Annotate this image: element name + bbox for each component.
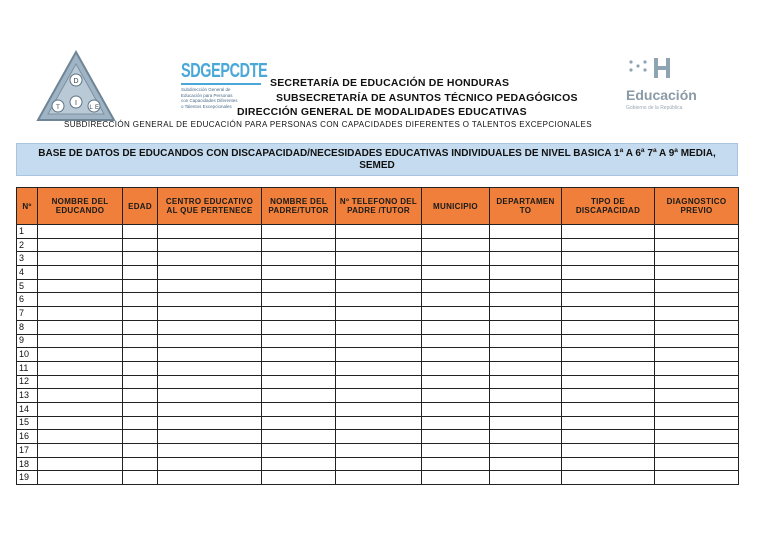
sdgepcdte-logo-subtitle: Subdirección General de Educación para Personas con Capacidades Diferentes o Talentos Excepcionales bbox=[181, 87, 238, 109]
table-cell[interactable] bbox=[562, 225, 655, 239]
table-row bbox=[17, 293, 739, 307]
table-cell[interactable] bbox=[262, 375, 336, 389]
table-cell[interactable] bbox=[655, 334, 739, 348]
table-cell[interactable] bbox=[123, 307, 158, 321]
column-header: Nº TELEFONO DEL PADRE /TUTOR bbox=[336, 188, 422, 225]
table-cell[interactable] bbox=[655, 457, 739, 471]
table-cell[interactable] bbox=[422, 361, 490, 375]
sdgepcdte-logo-text: SDGEPCDTE bbox=[181, 60, 268, 82]
table-cell[interactable] bbox=[38, 471, 123, 485]
logo-letter-l: L bbox=[89, 105, 93, 111]
table-cell[interactable] bbox=[422, 430, 490, 444]
table-cell[interactable] bbox=[158, 238, 262, 252]
header-secretaria: SECRETARÍA DE EDUCACIÓN DE HONDURAS bbox=[270, 77, 510, 89]
table-cell[interactable] bbox=[336, 238, 422, 252]
table-cell[interactable] bbox=[490, 307, 562, 321]
column-header: NOMBRE DEL PADRE/TUTOR bbox=[262, 188, 336, 225]
row-number: 17 bbox=[17, 444, 38, 458]
table-cell[interactable] bbox=[262, 416, 336, 430]
table-cell[interactable] bbox=[336, 320, 422, 334]
table-cell[interactable] bbox=[123, 348, 158, 362]
table-cell[interactable] bbox=[562, 402, 655, 416]
table-cell[interactable] bbox=[562, 252, 655, 266]
table-cell[interactable] bbox=[490, 320, 562, 334]
table-row bbox=[17, 307, 739, 321]
table-cell[interactable] bbox=[490, 361, 562, 375]
honduras-stars-icon bbox=[626, 56, 674, 82]
row-number: 14 bbox=[17, 402, 38, 416]
table-cell[interactable] bbox=[422, 279, 490, 293]
table-cell[interactable] bbox=[655, 293, 739, 307]
row-number: 19 bbox=[17, 471, 38, 485]
table-cell[interactable] bbox=[158, 279, 262, 293]
table-cell[interactable] bbox=[422, 348, 490, 362]
table-cell[interactable] bbox=[38, 375, 123, 389]
table-cell[interactable] bbox=[262, 266, 336, 280]
table-cell[interactable] bbox=[562, 334, 655, 348]
table-cell[interactable] bbox=[158, 225, 262, 239]
table-cell[interactable] bbox=[655, 471, 739, 485]
table-cell[interactable] bbox=[655, 430, 739, 444]
table-cell[interactable] bbox=[262, 307, 336, 321]
table-body bbox=[17, 225, 739, 485]
table-cell[interactable] bbox=[490, 266, 562, 280]
table-cell[interactable] bbox=[262, 389, 336, 403]
row-number: 9 bbox=[17, 334, 38, 348]
table-cell[interactable] bbox=[38, 225, 123, 239]
table-cell[interactable] bbox=[38, 361, 123, 375]
banner-title: BASE DE DATOS DE EDUCANDOS CON DISCAPACIDAD/NECESIDADES EDUCATIVAS INDIVIDUALES DE NIVEL BASICA 1ª A 6ª 7ª A 9ª MEDIA, SEMED bbox=[38, 147, 716, 171]
table-cell[interactable] bbox=[422, 402, 490, 416]
table-cell[interactable] bbox=[336, 402, 422, 416]
table-cell[interactable] bbox=[422, 471, 490, 485]
header-direccion: DIRECCIÓN GENERAL DE MODALIDADES EDUCATIVAS bbox=[237, 106, 527, 118]
table-cell[interactable] bbox=[336, 334, 422, 348]
table-row bbox=[17, 389, 739, 403]
row-number: 7 bbox=[17, 307, 38, 321]
row-number: 12 bbox=[17, 375, 38, 389]
table-cell[interactable] bbox=[262, 320, 336, 334]
table-cell[interactable] bbox=[262, 444, 336, 458]
row-number: 13 bbox=[17, 389, 38, 403]
table-cell[interactable] bbox=[38, 430, 123, 444]
header-subsecretaria: SUBSECRETARÍA DE ASUNTOS TÉCNICO PEDAGÓGICOS bbox=[276, 92, 578, 104]
table-cell[interactable] bbox=[562, 389, 655, 403]
table-cell[interactable] bbox=[123, 471, 158, 485]
table-cell[interactable] bbox=[38, 252, 123, 266]
table-cell[interactable] bbox=[262, 225, 336, 239]
table-row bbox=[17, 279, 739, 293]
table-row bbox=[17, 334, 739, 348]
table-cell[interactable] bbox=[262, 361, 336, 375]
table-cell[interactable] bbox=[562, 320, 655, 334]
table-cell[interactable] bbox=[422, 225, 490, 239]
table-cell[interactable] bbox=[262, 471, 336, 485]
row-number: 15 bbox=[17, 416, 38, 430]
table-cell[interactable] bbox=[422, 389, 490, 403]
table-cell[interactable] bbox=[562, 375, 655, 389]
table-cell[interactable] bbox=[336, 348, 422, 362]
table-cell[interactable] bbox=[655, 416, 739, 430]
table-cell[interactable] bbox=[158, 266, 262, 280]
table-cell[interactable] bbox=[655, 402, 739, 416]
table-cell[interactable] bbox=[158, 402, 262, 416]
column-header: DEPARTAMEN TO bbox=[490, 188, 562, 225]
table-cell[interactable] bbox=[158, 375, 262, 389]
table-cell[interactable] bbox=[422, 457, 490, 471]
table-cell[interactable] bbox=[562, 238, 655, 252]
row-number: 5 bbox=[17, 279, 38, 293]
table-cell[interactable] bbox=[123, 375, 158, 389]
table-cell[interactable] bbox=[123, 457, 158, 471]
table-cell[interactable] bbox=[123, 416, 158, 430]
table-cell[interactable] bbox=[490, 402, 562, 416]
table-cell[interactable] bbox=[422, 293, 490, 307]
table-cell[interactable] bbox=[655, 375, 739, 389]
table-cell[interactable] bbox=[123, 402, 158, 416]
table-cell[interactable] bbox=[490, 293, 562, 307]
column-header: Nº bbox=[17, 188, 38, 225]
table-row bbox=[17, 266, 739, 280]
table-cell[interactable] bbox=[655, 225, 739, 239]
table-cell[interactable] bbox=[123, 266, 158, 280]
column-header: TIPO DE DISCAPACIDAD bbox=[562, 188, 655, 225]
table-cell[interactable] bbox=[123, 225, 158, 239]
table-cell[interactable] bbox=[38, 457, 123, 471]
table-row bbox=[17, 444, 739, 458]
table-cell[interactable] bbox=[123, 320, 158, 334]
table-header-row bbox=[17, 188, 739, 225]
table-cell[interactable] bbox=[158, 348, 262, 362]
table-cell[interactable] bbox=[336, 252, 422, 266]
table-cell[interactable] bbox=[490, 471, 562, 485]
table-cell[interactable] bbox=[655, 307, 739, 321]
table-cell[interactable] bbox=[655, 348, 739, 362]
row-number: 18 bbox=[17, 457, 38, 471]
table-row bbox=[17, 416, 739, 430]
table-cell[interactable] bbox=[336, 361, 422, 375]
table-cell[interactable] bbox=[562, 293, 655, 307]
table-cell[interactable] bbox=[562, 361, 655, 375]
table-cell[interactable] bbox=[655, 320, 739, 334]
table-cell[interactable] bbox=[158, 430, 262, 444]
table-cell[interactable] bbox=[123, 430, 158, 444]
table-cell[interactable] bbox=[422, 375, 490, 389]
logo-letter-t: T bbox=[56, 105, 60, 111]
column-header: NOMBRE DEL EDUCANDO bbox=[38, 188, 123, 225]
table-cell[interactable] bbox=[38, 307, 123, 321]
header-subdireccion: SUBDIRECCIÓN GENERAL DE EDUCACIÓN PARA PERSONAS CON CAPACIDADES DIFERENTES O TALENTOS EXCEPCIONALES bbox=[64, 120, 593, 129]
table-row bbox=[17, 225, 739, 239]
table-cell[interactable] bbox=[562, 307, 655, 321]
table-cell[interactable] bbox=[490, 238, 562, 252]
table-cell[interactable] bbox=[490, 430, 562, 444]
row-number: 11 bbox=[17, 361, 38, 375]
table-cell[interactable] bbox=[38, 320, 123, 334]
row-number: 16 bbox=[17, 430, 38, 444]
table-cell[interactable] bbox=[123, 334, 158, 348]
table-cell[interactable] bbox=[38, 266, 123, 280]
table-cell[interactable] bbox=[562, 348, 655, 362]
row-number: 1 bbox=[17, 225, 38, 239]
table-cell[interactable] bbox=[262, 293, 336, 307]
table-cell[interactable] bbox=[490, 444, 562, 458]
table-cell[interactable] bbox=[562, 444, 655, 458]
table-cell[interactable] bbox=[655, 238, 739, 252]
table-cell[interactable] bbox=[158, 320, 262, 334]
table-cell[interactable] bbox=[562, 266, 655, 280]
table-cell[interactable] bbox=[38, 293, 123, 307]
table-cell[interactable] bbox=[123, 444, 158, 458]
table-cell[interactable] bbox=[422, 416, 490, 430]
table-cell[interactable] bbox=[336, 266, 422, 280]
table-cell[interactable] bbox=[562, 471, 655, 485]
table-row bbox=[17, 348, 739, 362]
table-cell[interactable] bbox=[655, 252, 739, 266]
educacion-logo bbox=[626, 56, 706, 120]
table-cell[interactable] bbox=[422, 252, 490, 266]
table-cell[interactable] bbox=[38, 389, 123, 403]
table-cell[interactable] bbox=[422, 334, 490, 348]
table-cell[interactable] bbox=[158, 252, 262, 266]
table-cell[interactable] bbox=[158, 416, 262, 430]
table-cell[interactable] bbox=[336, 307, 422, 321]
row-number: 2 bbox=[17, 238, 38, 252]
table-row bbox=[17, 320, 739, 334]
table-cell[interactable] bbox=[490, 334, 562, 348]
table-cell[interactable] bbox=[490, 252, 562, 266]
logo-letter-d: D bbox=[73, 78, 79, 85]
table-row bbox=[17, 238, 739, 252]
table-cell[interactable] bbox=[336, 430, 422, 444]
table-cell[interactable] bbox=[38, 444, 123, 458]
table-row bbox=[17, 402, 739, 416]
table-cell[interactable] bbox=[262, 279, 336, 293]
table-cell[interactable] bbox=[336, 293, 422, 307]
table-cell[interactable] bbox=[158, 471, 262, 485]
table-cell[interactable] bbox=[562, 457, 655, 471]
table-cell[interactable] bbox=[336, 471, 422, 485]
table-cell[interactable] bbox=[123, 252, 158, 266]
table-cell[interactable] bbox=[158, 361, 262, 375]
table-cell[interactable] bbox=[123, 361, 158, 375]
column-header: CENTRO EDUCATIVO AL QUE PERTENECE bbox=[158, 188, 262, 225]
table-cell[interactable] bbox=[336, 457, 422, 471]
students-table bbox=[16, 187, 739, 485]
table-cell[interactable] bbox=[123, 238, 158, 252]
table-cell[interactable] bbox=[336, 279, 422, 293]
table-cell[interactable] bbox=[655, 279, 739, 293]
table-cell[interactable] bbox=[262, 238, 336, 252]
table-cell[interactable] bbox=[422, 444, 490, 458]
table-cell[interactable] bbox=[262, 252, 336, 266]
table-row bbox=[17, 471, 739, 485]
table-cell[interactable] bbox=[490, 225, 562, 239]
table-cell[interactable] bbox=[490, 389, 562, 403]
table-cell[interactable] bbox=[38, 334, 123, 348]
table-row bbox=[17, 457, 739, 471]
table-cell[interactable] bbox=[336, 389, 422, 403]
column-header: DIAGNOSTICO PREVIO bbox=[655, 188, 739, 225]
logo-letter-e: E bbox=[94, 105, 100, 111]
triangle-logo-icon bbox=[36, 50, 116, 122]
table-row bbox=[17, 375, 739, 389]
table-cell[interactable] bbox=[562, 430, 655, 444]
table-cell[interactable] bbox=[262, 457, 336, 471]
table-cell[interactable] bbox=[562, 279, 655, 293]
table-cell[interactable] bbox=[562, 416, 655, 430]
table-cell[interactable] bbox=[422, 238, 490, 252]
table-cell[interactable] bbox=[38, 416, 123, 430]
row-number: 10 bbox=[17, 348, 38, 362]
table-cell[interactable] bbox=[655, 266, 739, 280]
dtile-logo bbox=[36, 50, 116, 122]
column-header: EDAD bbox=[123, 188, 158, 225]
table-cell[interactable] bbox=[158, 389, 262, 403]
table-cell[interactable] bbox=[422, 266, 490, 280]
row-number: 8 bbox=[17, 320, 38, 334]
table-cell[interactable] bbox=[158, 444, 262, 458]
table-cell[interactable] bbox=[262, 402, 336, 416]
logo-underline bbox=[181, 83, 261, 85]
table-cell[interactable] bbox=[262, 348, 336, 362]
table-cell[interactable] bbox=[336, 375, 422, 389]
table-cell[interactable] bbox=[655, 444, 739, 458]
table-cell[interactable] bbox=[38, 279, 123, 293]
table-cell[interactable] bbox=[123, 389, 158, 403]
table-row bbox=[17, 361, 739, 375]
table-cell[interactable] bbox=[336, 416, 422, 430]
table-row bbox=[17, 430, 739, 444]
table-cell[interactable] bbox=[262, 430, 336, 444]
table-cell[interactable] bbox=[655, 361, 739, 375]
educacion-logo-gov: Gobierno de la República bbox=[626, 105, 683, 111]
logo-letter-i: I bbox=[75, 100, 77, 107]
column-header: MUNICIPIO bbox=[422, 188, 490, 225]
table-cell[interactable] bbox=[490, 279, 562, 293]
table-cell[interactable] bbox=[490, 457, 562, 471]
table-row bbox=[17, 252, 739, 266]
table-cell[interactable] bbox=[158, 293, 262, 307]
table-cell[interactable] bbox=[38, 402, 123, 416]
table-cell[interactable] bbox=[158, 307, 262, 321]
educacion-logo-word: Educación bbox=[626, 87, 697, 103]
table-cell[interactable] bbox=[336, 444, 422, 458]
table-cell[interactable] bbox=[655, 389, 739, 403]
row-number: 6 bbox=[17, 293, 38, 307]
table-cell[interactable] bbox=[490, 416, 562, 430]
table-cell[interactable] bbox=[123, 293, 158, 307]
database-title-banner bbox=[16, 143, 738, 176]
table-cell[interactable] bbox=[158, 457, 262, 471]
table-cell[interactable] bbox=[490, 348, 562, 362]
table-cell[interactable] bbox=[38, 238, 123, 252]
table-cell[interactable] bbox=[262, 334, 336, 348]
table-cell[interactable] bbox=[38, 348, 123, 362]
table-cell[interactable] bbox=[336, 225, 422, 239]
row-number: 3 bbox=[17, 252, 38, 266]
table-cell[interactable] bbox=[123, 279, 158, 293]
table-cell[interactable] bbox=[422, 307, 490, 321]
row-number: 4 bbox=[17, 266, 38, 280]
table-cell[interactable] bbox=[158, 334, 262, 348]
table-cell[interactable] bbox=[422, 320, 490, 334]
table-cell[interactable] bbox=[490, 375, 562, 389]
